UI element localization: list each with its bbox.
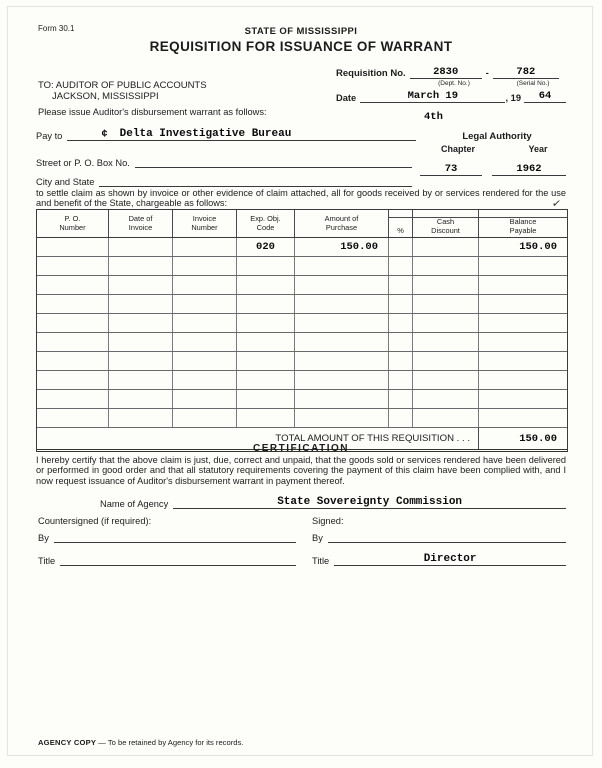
date-block <box>336 90 566 103</box>
title-label-right: Title <box>312 556 330 566</box>
legal-authority-values <box>420 156 566 176</box>
table-cell <box>295 390 389 408</box>
table-cell <box>389 390 413 408</box>
column-header-3: Invoice Number <box>173 210 237 237</box>
agency-copy-rest: — To be retained by Agency for its records. <box>96 738 244 747</box>
date-label: Date <box>336 93 357 103</box>
table-cell <box>295 276 389 294</box>
table-cell <box>389 314 413 332</box>
table-cell <box>37 390 109 408</box>
table-cell <box>413 371 479 389</box>
countersigned-by-row <box>38 528 296 543</box>
agency-value: State Sovereignty Commission <box>277 496 463 508</box>
requisition-number-block <box>336 66 566 89</box>
addressee-line1: TO: AUDITOR OF PUBLIC ACCOUNTS <box>38 80 207 91</box>
agency-copy-note <box>38 738 243 747</box>
agency-field <box>173 493 566 509</box>
title-label-left: Title <box>38 556 56 566</box>
chapter-label: Chapter <box>440 144 475 154</box>
signed-title-row <box>312 551 566 566</box>
table-cell <box>173 276 237 294</box>
table-cell <box>237 352 295 370</box>
table-cell <box>413 276 479 294</box>
table-cell <box>295 371 389 389</box>
street-field <box>135 155 412 168</box>
table-cell: 150.00 <box>519 241 557 253</box>
table-cell <box>389 409 413 427</box>
table-cell <box>413 390 479 408</box>
dept-no-caption: (Dept. No.) <box>438 80 470 87</box>
total-label: TOTAL AMOUNT OF THIS REQUISITION . . . <box>37 428 479 449</box>
by-label-left: By <box>38 533 49 543</box>
countersigned-title-row <box>38 551 296 566</box>
serial-no-caption: (Serial No.) <box>516 80 550 87</box>
table-cell <box>413 238 479 256</box>
table-cell <box>237 257 295 275</box>
table-cell <box>479 390 567 408</box>
table-cell <box>173 238 237 256</box>
table-cell <box>237 371 295 389</box>
table-cell <box>237 276 295 294</box>
table-cell <box>389 352 413 370</box>
pay-to-row <box>36 126 416 141</box>
table-cell <box>37 371 109 389</box>
year-label: Year <box>528 144 548 154</box>
table-cell <box>237 295 295 313</box>
pen-tick-mark: ✓ <box>551 197 562 211</box>
page-title: REQUISITION FOR ISSUANCE OF WARRANT <box>149 39 453 54</box>
column-header-1: P. O. Number <box>37 210 109 237</box>
table-cell <box>413 409 479 427</box>
table-cell <box>479 257 567 275</box>
table-cell <box>37 409 109 427</box>
dept-no-field <box>410 66 482 79</box>
table-cell <box>413 314 479 332</box>
table-row <box>37 257 567 276</box>
table-cell <box>37 314 109 332</box>
total-value: 150.00 <box>519 432 557 445</box>
by-label-right: By <box>312 533 323 543</box>
countersigned-label: Countersigned (if required): <box>38 516 152 526</box>
table-cell <box>389 257 413 275</box>
table-row <box>37 371 567 390</box>
table-row <box>37 276 567 295</box>
payee-value: Delta Investigative Bureau <box>119 128 292 140</box>
table-cell <box>479 333 567 351</box>
table-cell <box>389 276 413 294</box>
column-header-6: % <box>389 210 413 237</box>
table-cell <box>479 371 567 389</box>
table-cell <box>295 333 389 351</box>
table-cell <box>413 333 479 351</box>
table-cell <box>237 314 295 332</box>
table-cell <box>37 238 109 256</box>
signed-title-value: Director <box>423 553 477 565</box>
date-field <box>360 90 505 103</box>
countersigned-by-field <box>54 528 296 543</box>
addressee-line2: JACKSON, MISSISSIPPI <box>52 91 159 102</box>
table-cell <box>173 409 237 427</box>
table-cell: 020 <box>237 238 295 256</box>
column-header-4: Exp. Obj. Code <box>237 210 295 237</box>
year-value-la: 1962 <box>516 163 542 175</box>
payee-field <box>67 126 416 141</box>
table-cell <box>109 352 173 370</box>
date-value: March 19 <box>407 90 459 102</box>
form-number: Form 30.1 <box>38 24 75 33</box>
table-cell <box>173 257 237 275</box>
signed-title-field <box>334 551 566 566</box>
table-row <box>37 409 567 428</box>
legal-authority-title: Legal Authority <box>462 131 532 142</box>
table-body <box>37 238 567 428</box>
table-cell <box>389 295 413 313</box>
table-cell <box>173 333 237 351</box>
table-row <box>37 390 567 409</box>
table-cell <box>479 276 567 294</box>
table-cell <box>389 371 413 389</box>
table-cell <box>237 333 295 351</box>
agency-row <box>100 493 566 509</box>
table-cell <box>37 276 109 294</box>
requisition-table <box>36 209 568 452</box>
table-cell <box>173 390 237 408</box>
column-header-8: Balance Payable <box>479 210 567 237</box>
table-cell: 150.00 <box>295 238 389 256</box>
year-prefix-label: , 19 <box>505 93 521 103</box>
city-row <box>36 174 412 187</box>
table-row <box>37 238 567 257</box>
agency-label: Name of Agency <box>100 499 169 509</box>
signed-by-field <box>328 528 566 543</box>
table-cell <box>37 295 109 313</box>
table-cell <box>295 314 389 332</box>
table-row <box>37 295 567 314</box>
table-cell <box>295 257 389 275</box>
table-cell <box>173 295 237 313</box>
chapter-value: 73 <box>444 163 458 175</box>
table-row <box>37 333 567 352</box>
countersigned-title-field <box>60 551 296 566</box>
serial-no-value: 782 <box>516 66 536 78</box>
year-field-la <box>492 156 566 176</box>
legal-authority-labels <box>428 144 566 154</box>
street-row <box>36 155 412 168</box>
table-cell <box>109 276 173 294</box>
table-cell <box>389 238 413 256</box>
table-cell <box>109 238 173 256</box>
claim-paragraph: to settle claim as shown by invoice or other evidence of claim attached, all for goods received by or services rendered for the use and benefit of the State, chargeable as follows: <box>36 188 566 208</box>
table-cell <box>109 333 173 351</box>
column-header-5: Amount of Purchase <box>295 210 389 237</box>
table-cell <box>109 314 173 332</box>
year-field <box>524 90 566 103</box>
dept-no-value: 2830 <box>433 66 459 78</box>
table-cell <box>413 295 479 313</box>
pay-to-label: Pay to <box>36 131 63 141</box>
year-value: 64 <box>538 90 552 102</box>
signed-by-row <box>312 528 566 543</box>
instruction-line: Please issue Auditor's disbursement warrant as follows: <box>38 107 267 117</box>
table-row <box>37 352 567 371</box>
table-cell <box>173 352 237 370</box>
table-cell <box>237 409 295 427</box>
table-cell <box>479 409 567 427</box>
payee-stray-mark: ¢ <box>101 128 108 140</box>
city-label: City and State <box>36 177 95 187</box>
certification-title: CERTIFICATION <box>253 443 349 454</box>
table-cell <box>479 352 567 370</box>
table-cell <box>109 409 173 427</box>
table-cell <box>413 352 479 370</box>
table-cell <box>37 257 109 275</box>
requisition-no-label: Requisition No. <box>336 68 406 79</box>
table-cell <box>237 390 295 408</box>
table-cell <box>295 295 389 313</box>
table-cell <box>37 333 109 351</box>
chapter-field <box>420 156 482 176</box>
table-cell <box>173 314 237 332</box>
street-label: Street or P. O. Box No. <box>36 158 130 168</box>
table-row <box>37 314 567 333</box>
column-header-7: Cash Discount <box>413 210 479 237</box>
table-cell <box>479 314 567 332</box>
table-header-row <box>37 210 567 238</box>
table-cell <box>295 409 389 427</box>
table-cell <box>109 371 173 389</box>
table-cell <box>389 333 413 351</box>
table-cell <box>109 257 173 275</box>
state-title: STATE OF MISSISSIPPI <box>244 26 358 37</box>
agency-copy-bold: AGENCY COPY <box>38 738 97 747</box>
certification-paragraph: I hereby certify that the above claim is just, due, correct and unpaid, that the goods sold or services rendered have been delivered or performed in good order and that all statutory requirements covering the payment of this claim have been complied with, and I now request issuance of Auditor's disbursement warrant in payment thereof. <box>36 455 566 486</box>
table-cell <box>173 371 237 389</box>
table-cell <box>479 295 567 313</box>
table-cell <box>413 257 479 275</box>
table-cell <box>109 390 173 408</box>
table-cell <box>37 352 109 370</box>
serial-no-field <box>493 66 559 79</box>
table-cell <box>109 295 173 313</box>
requisition-no-separator: - <box>485 68 489 79</box>
typed-note: 4th <box>424 111 443 123</box>
column-header-2: Date of Invoice <box>109 210 173 237</box>
signed-label: Signed: <box>312 516 344 526</box>
table-cell <box>295 352 389 370</box>
city-field <box>99 174 412 187</box>
